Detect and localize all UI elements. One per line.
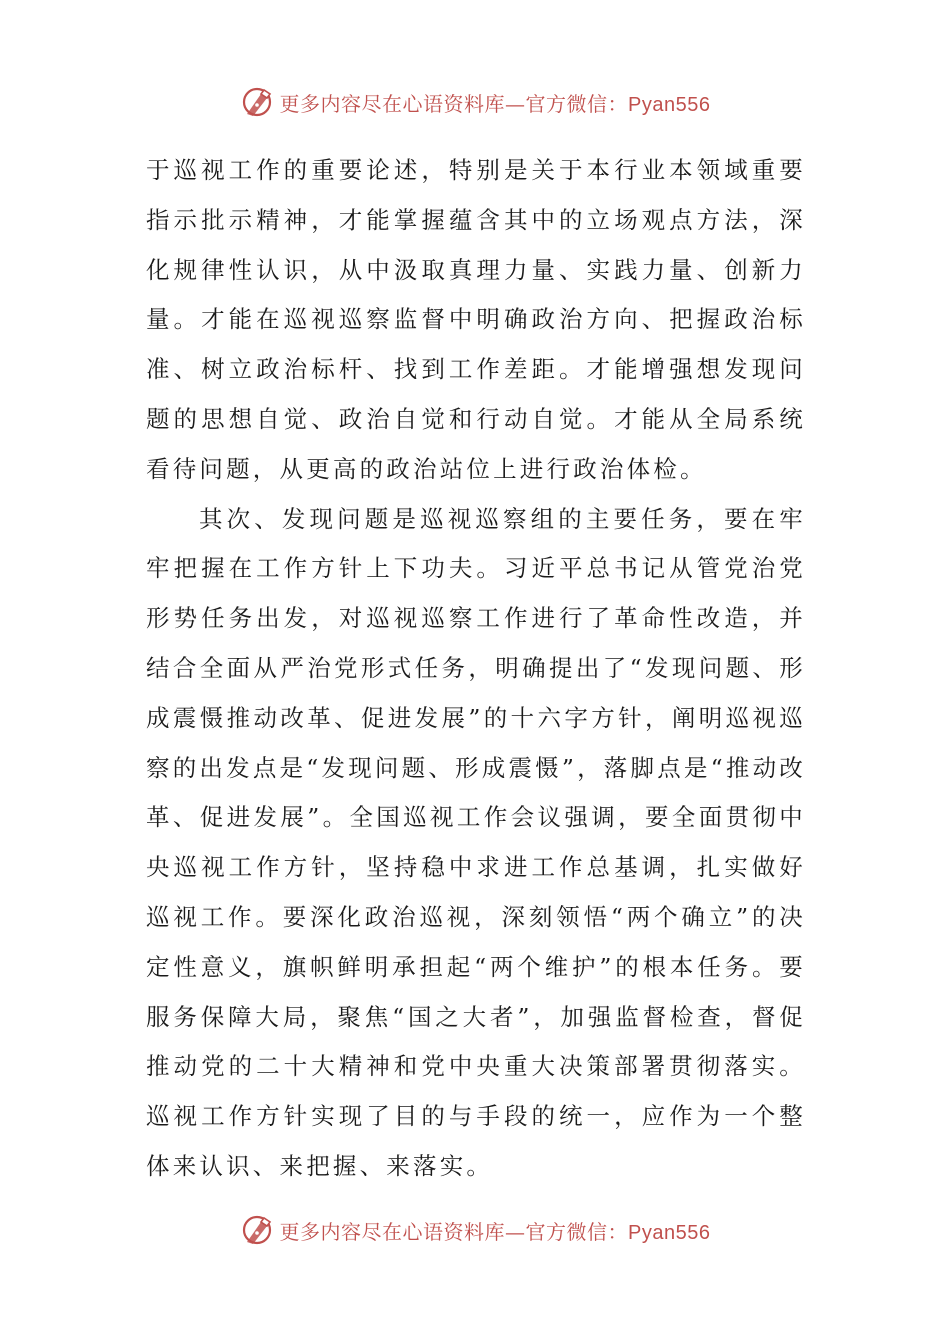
- pen-nib-logo-icon: [240, 1213, 274, 1247]
- header-banner: [0, 82, 950, 122]
- document-body: [146, 146, 806, 1192]
- footer-banner: [0, 1210, 950, 1250]
- paragraph-continued: 于巡视工作的重要论述，特别是关于本行业本领域重要指示批示精神，才能掌握蕴含其中的立场观点方法，深化规律性认识，从中汲取真理力量、实践力量、创新力量。才能在巡视巡察监督中明确政治方向、把握政治标准、树立政治标杆、找到工作差距。才能增强想发现问题的思想自觉、政治自觉和行动自觉。才能从全局系统看待问题，从更高的政治站位上进行政治体检。: [146, 156, 806, 483]
- banner-text: [280, 88, 711, 117]
- banner-caption: 更多内容尽在心语资料库—官方微信：: [279, 1219, 629, 1244]
- pen-nib-logo-icon: [240, 85, 274, 119]
- paragraph-second-point: 其次、发现问题是巡视巡察组的主要任务，要在牢牢把握在工作方针上下功夫。习近平总书记从管党治党形势任务出发，对巡视巡察工作进行了革命性改造，并结合全面从严治党形式任务，明确提出了“发现问题、形成震慑推动改革、促进发展”的十六字方针，阐明巡视巡察的出发点是“发现问题、形成震慑”，落脚点是“推动改革、促进发展”。全国巡视工作会议强调，要全面贯彻中央巡视工作方针，坚持稳中求进工作总基调，扎实做好巡视工作。要深化政治巡视，深刻领悟“两个确立”的决定性意义，旗帜鲜明承担起“两个维护”的根本任务。要服务保障大局，聚焦“国之大者”，加强监督检查，督促推动党的二十大精神和党中央重大决策部署贯彻落实。巡视工作方针实现了目的与手段的统一，应作为一个整体来认识、来把握、来落实。: [146, 504, 806, 1180]
- banner-wechat-id: Pyan556: [628, 93, 711, 116]
- banner-wechat-id: Pyan556: [628, 1221, 711, 1244]
- banner-text: [280, 1216, 711, 1245]
- banner-caption: 更多内容尽在心语资料库—官方微信：: [279, 91, 629, 116]
